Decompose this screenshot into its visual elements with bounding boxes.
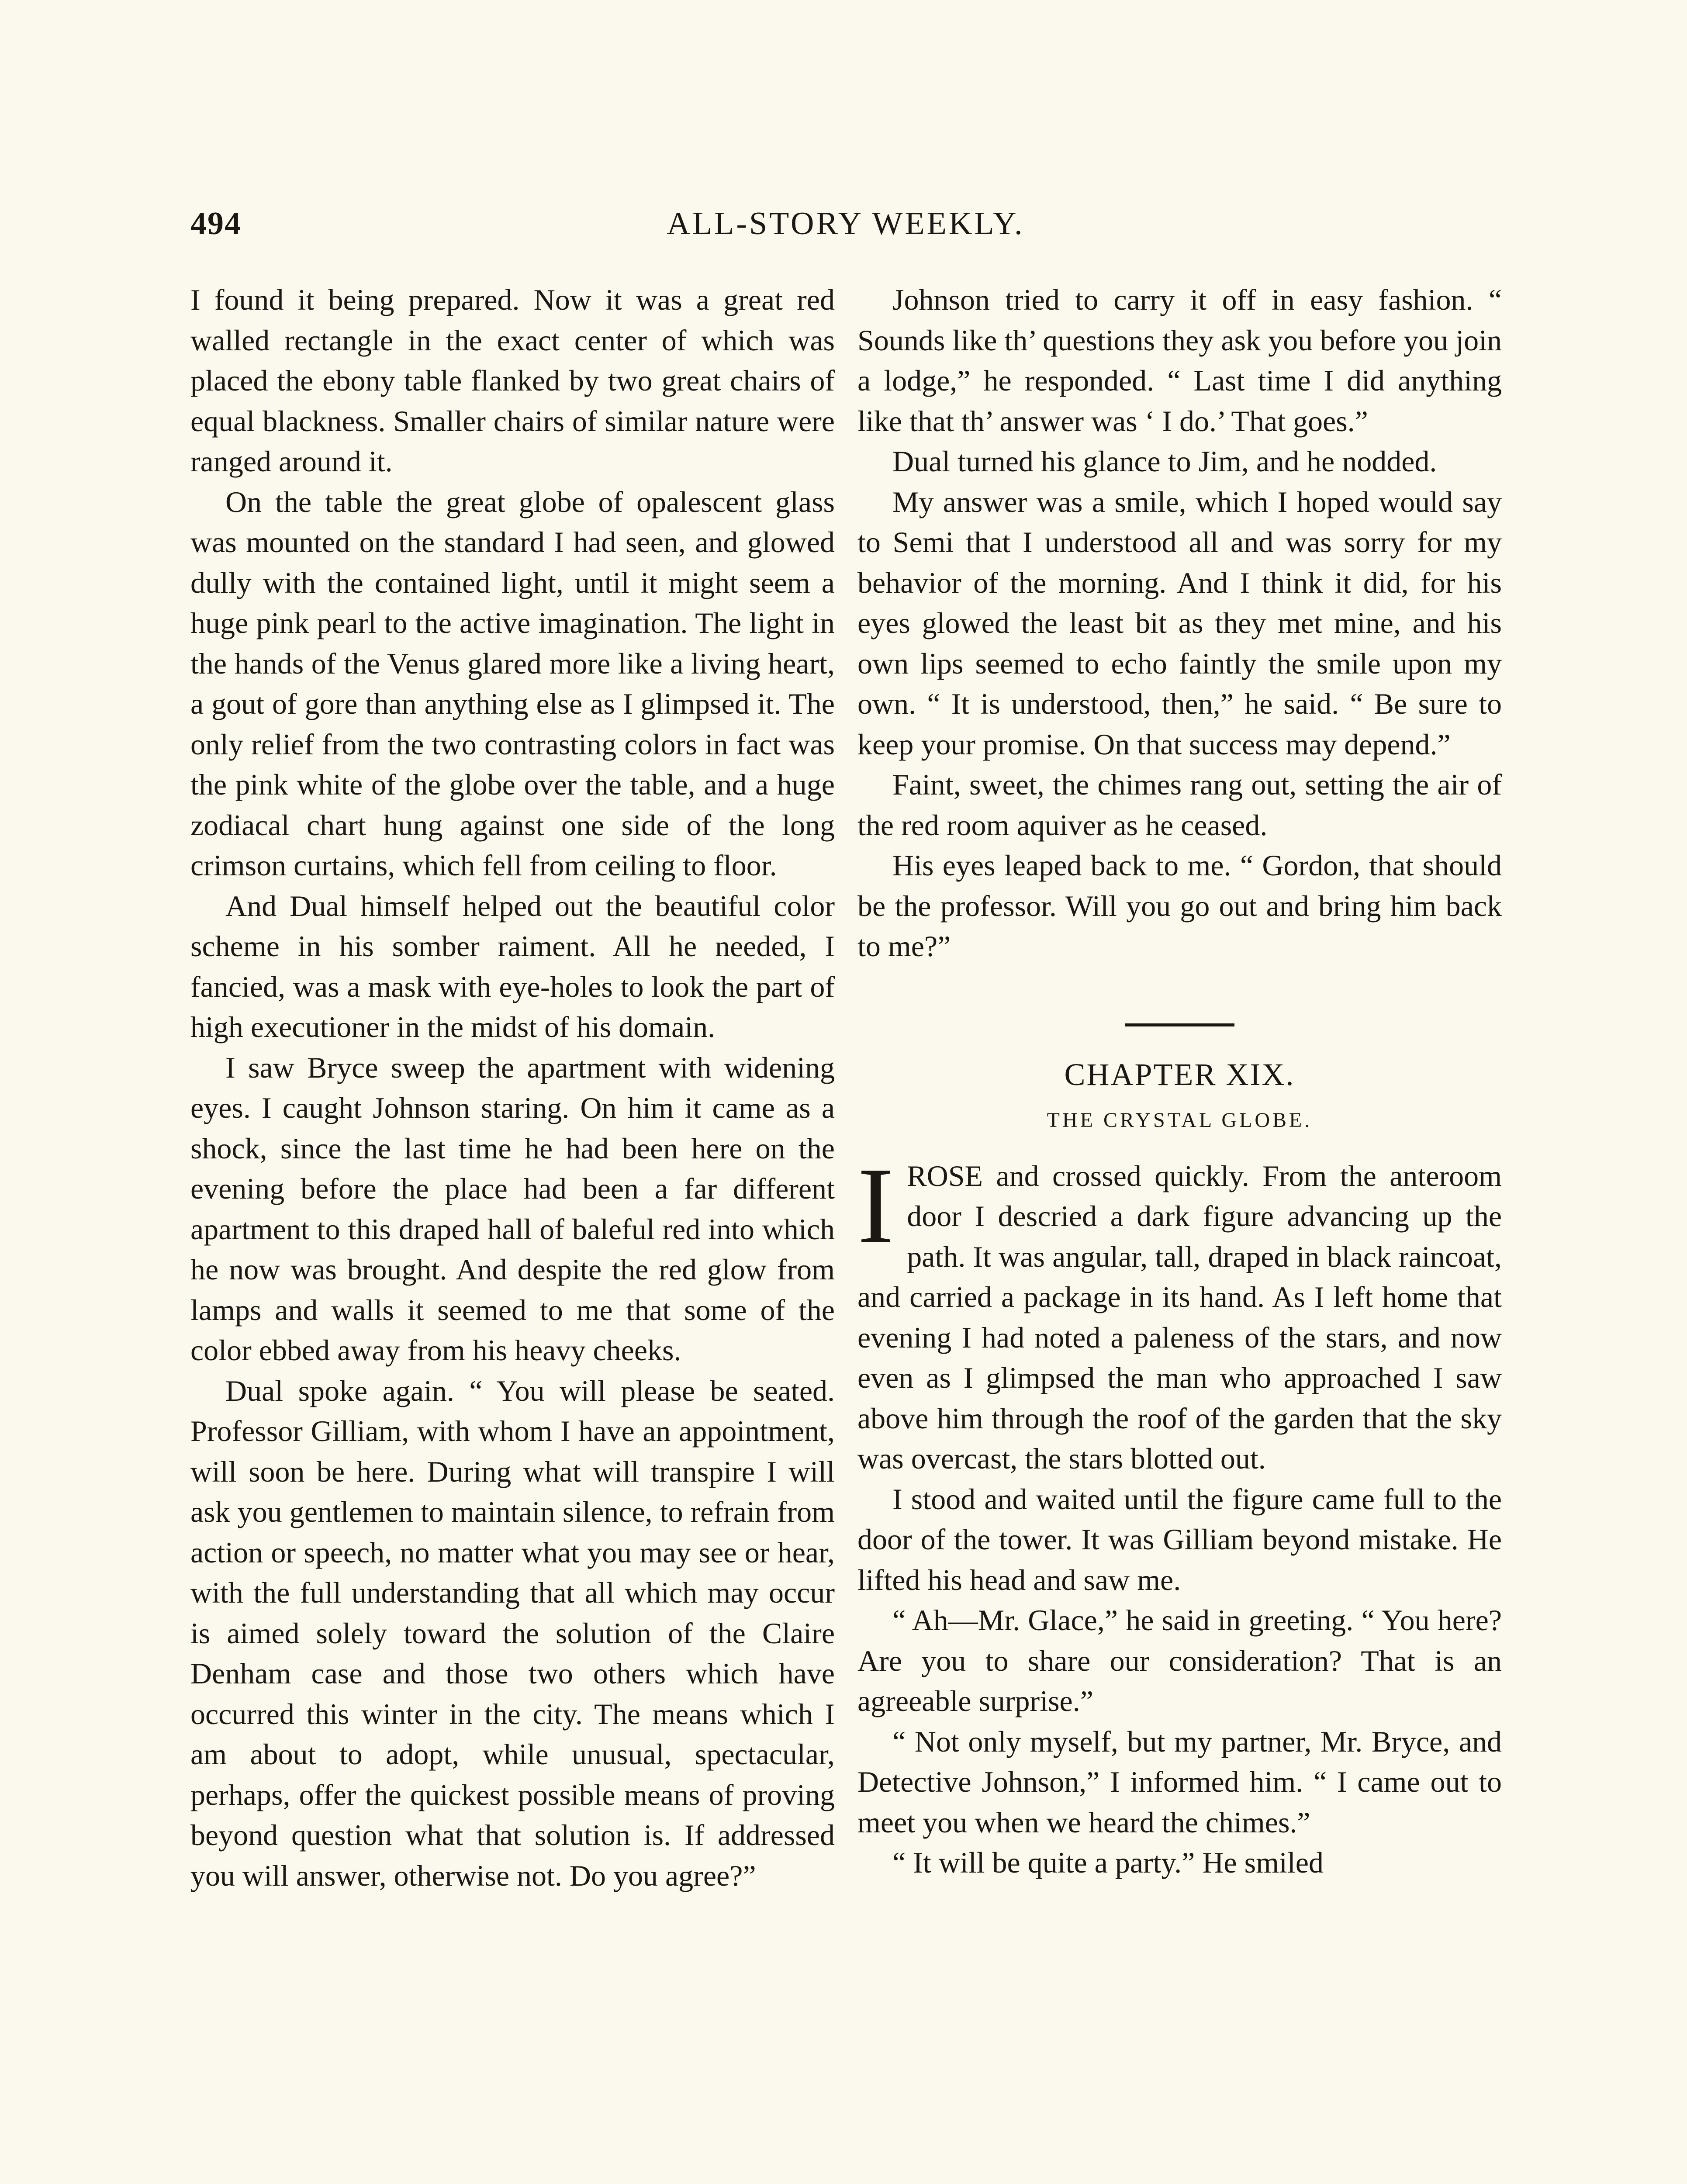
left-column	[190, 280, 835, 1896]
chapter-opening-text: ROSE and crossed quickly. From the anteroom door I descried a dark figure advancing up the path. It was angular, tall, draped in black raincoat, and carried a package in its hand. As I left home that evening I had noted a paleness of the stars, and now even as I glimpsed the man who approached I saw above him through the roof of the garden that the sky was overcast, the stars blotted out.	[857, 1159, 1502, 1475]
paragraph: “ Not only myself, but my partner, Mr. Bryce, and Detective Johnson,” I informed him. “ I came out to meet you when we heard the chimes.”	[857, 1724, 1502, 1839]
paragraph: “ It will be quite a party.” He smiled	[892, 1846, 1324, 1879]
chapter-subtitle: THE CRYSTAL GLOBE.	[1047, 1108, 1313, 1132]
paragraph: His eyes leaped back to me. “ Gordon, that should be the professor. Will you go out and bring him back to me?”	[857, 849, 1502, 963]
chapter-opening-paragraph	[857, 1145, 1502, 1479]
paragraph: Dual turned his glance to Jim, and he nodded.	[892, 445, 1437, 478]
paragraph: “ Ah—Mr. Glace,” he said in greeting. “ You here? Are you to share our consideration? That is an agreeable surprise.”	[857, 1603, 1502, 1717]
page-number: 494	[190, 206, 242, 242]
paragraph: On the table the great globe of opalescent glass was mounted on the standard I had seen, and glowed dully with the contained light, until it might seem a huge pink pearl to the active imagination. The light in the hands of the Venus glared more like a living heart, a gout of gore than anything else as I glimpsed it. The only relief from the two contrasting colors in fact was the pink white of the globe over the table, and a huge zodiacal chart hung against one side of the long crimson curtains, which fell from ceiling to floor.	[190, 485, 835, 882]
paragraph: Johnson tried to carry it off in easy fashion. “ Sounds like th’ questions they ask you before you join a lodge,” he responded. “ Last time I did anything like that th’ answer was ‘ I do.’ That goes.”	[857, 283, 1502, 438]
paragraph: I saw Bryce sweep the apartment with widening eyes. I caught Johnson staring. On him it came as a shock, since the last time he had been here on the evening before the place had been a far different apartment to this draped hall of baleful red into which he now was brought. And despite the red glow from lamps and walls it seemed to me that some of the color ebbed away from his heavy cheeks.	[190, 1051, 835, 1367]
paragraph: Faint, sweet, the chimes rang out, setting the air of the red room aquiver as he ceased.	[857, 768, 1502, 842]
section-divider	[1125, 1023, 1234, 1026]
right-column	[857, 280, 1502, 1883]
paragraph: Dual spoke again. “ You will please be seated. Professor Gilliam, with whom I have an appointment, will soon be here. During what will transpire I will ask you gentlemen to maintain silence, to refrain from action or speech, no matter what you may see or hear, with the full understanding that all which may occur is aimed solely toward the solution of the Claire Denham case and those two others which have occurred this winter in the city. The means which I am about to adopt, while unusual, spectacular, perhaps, offer the quickest possible means of proving beyond question what that solution is. If addressed you will answer, otherwise not. Do you agree?”	[190, 1374, 835, 1892]
drop-cap: I	[857, 1145, 894, 1266]
chapter-title: CHAPTER XIX.	[1064, 1057, 1295, 1092]
page-header	[190, 205, 1501, 253]
paragraph: And Dual himself helped out the beautiful color scheme in his somber raiment. All he needed, I fancied, was a mask with eye-holes to look the part of high executioner in the midst of his domain.	[190, 889, 835, 1044]
paragraph: My answer was a smile, which I hoped would say to Semi that I understood all and was sorry for my behavior of the morning. And I think it did, for his eyes glowed the least bit as they met mine, and his own lips seemed to echo faintly the smile upon my own. “ It is understood, then,” he said. “ Be sure to keep your promise. On that success may depend.”	[857, 485, 1502, 761]
paragraph: I found it being prepared. Now it was a great red walled rectangle in the exact center of which was placed the ebony table flanked by two great chairs of equal blackness. Smaller chairs of similar nature were ranged around it.	[190, 283, 835, 478]
paragraph: I stood and waited until the figure came full to the door of the tower. It was Gilliam beyond mistake. He lifted his head and saw me.	[857, 1482, 1502, 1597]
running-head: ALL-STORY WEEKLY.	[667, 206, 1025, 242]
